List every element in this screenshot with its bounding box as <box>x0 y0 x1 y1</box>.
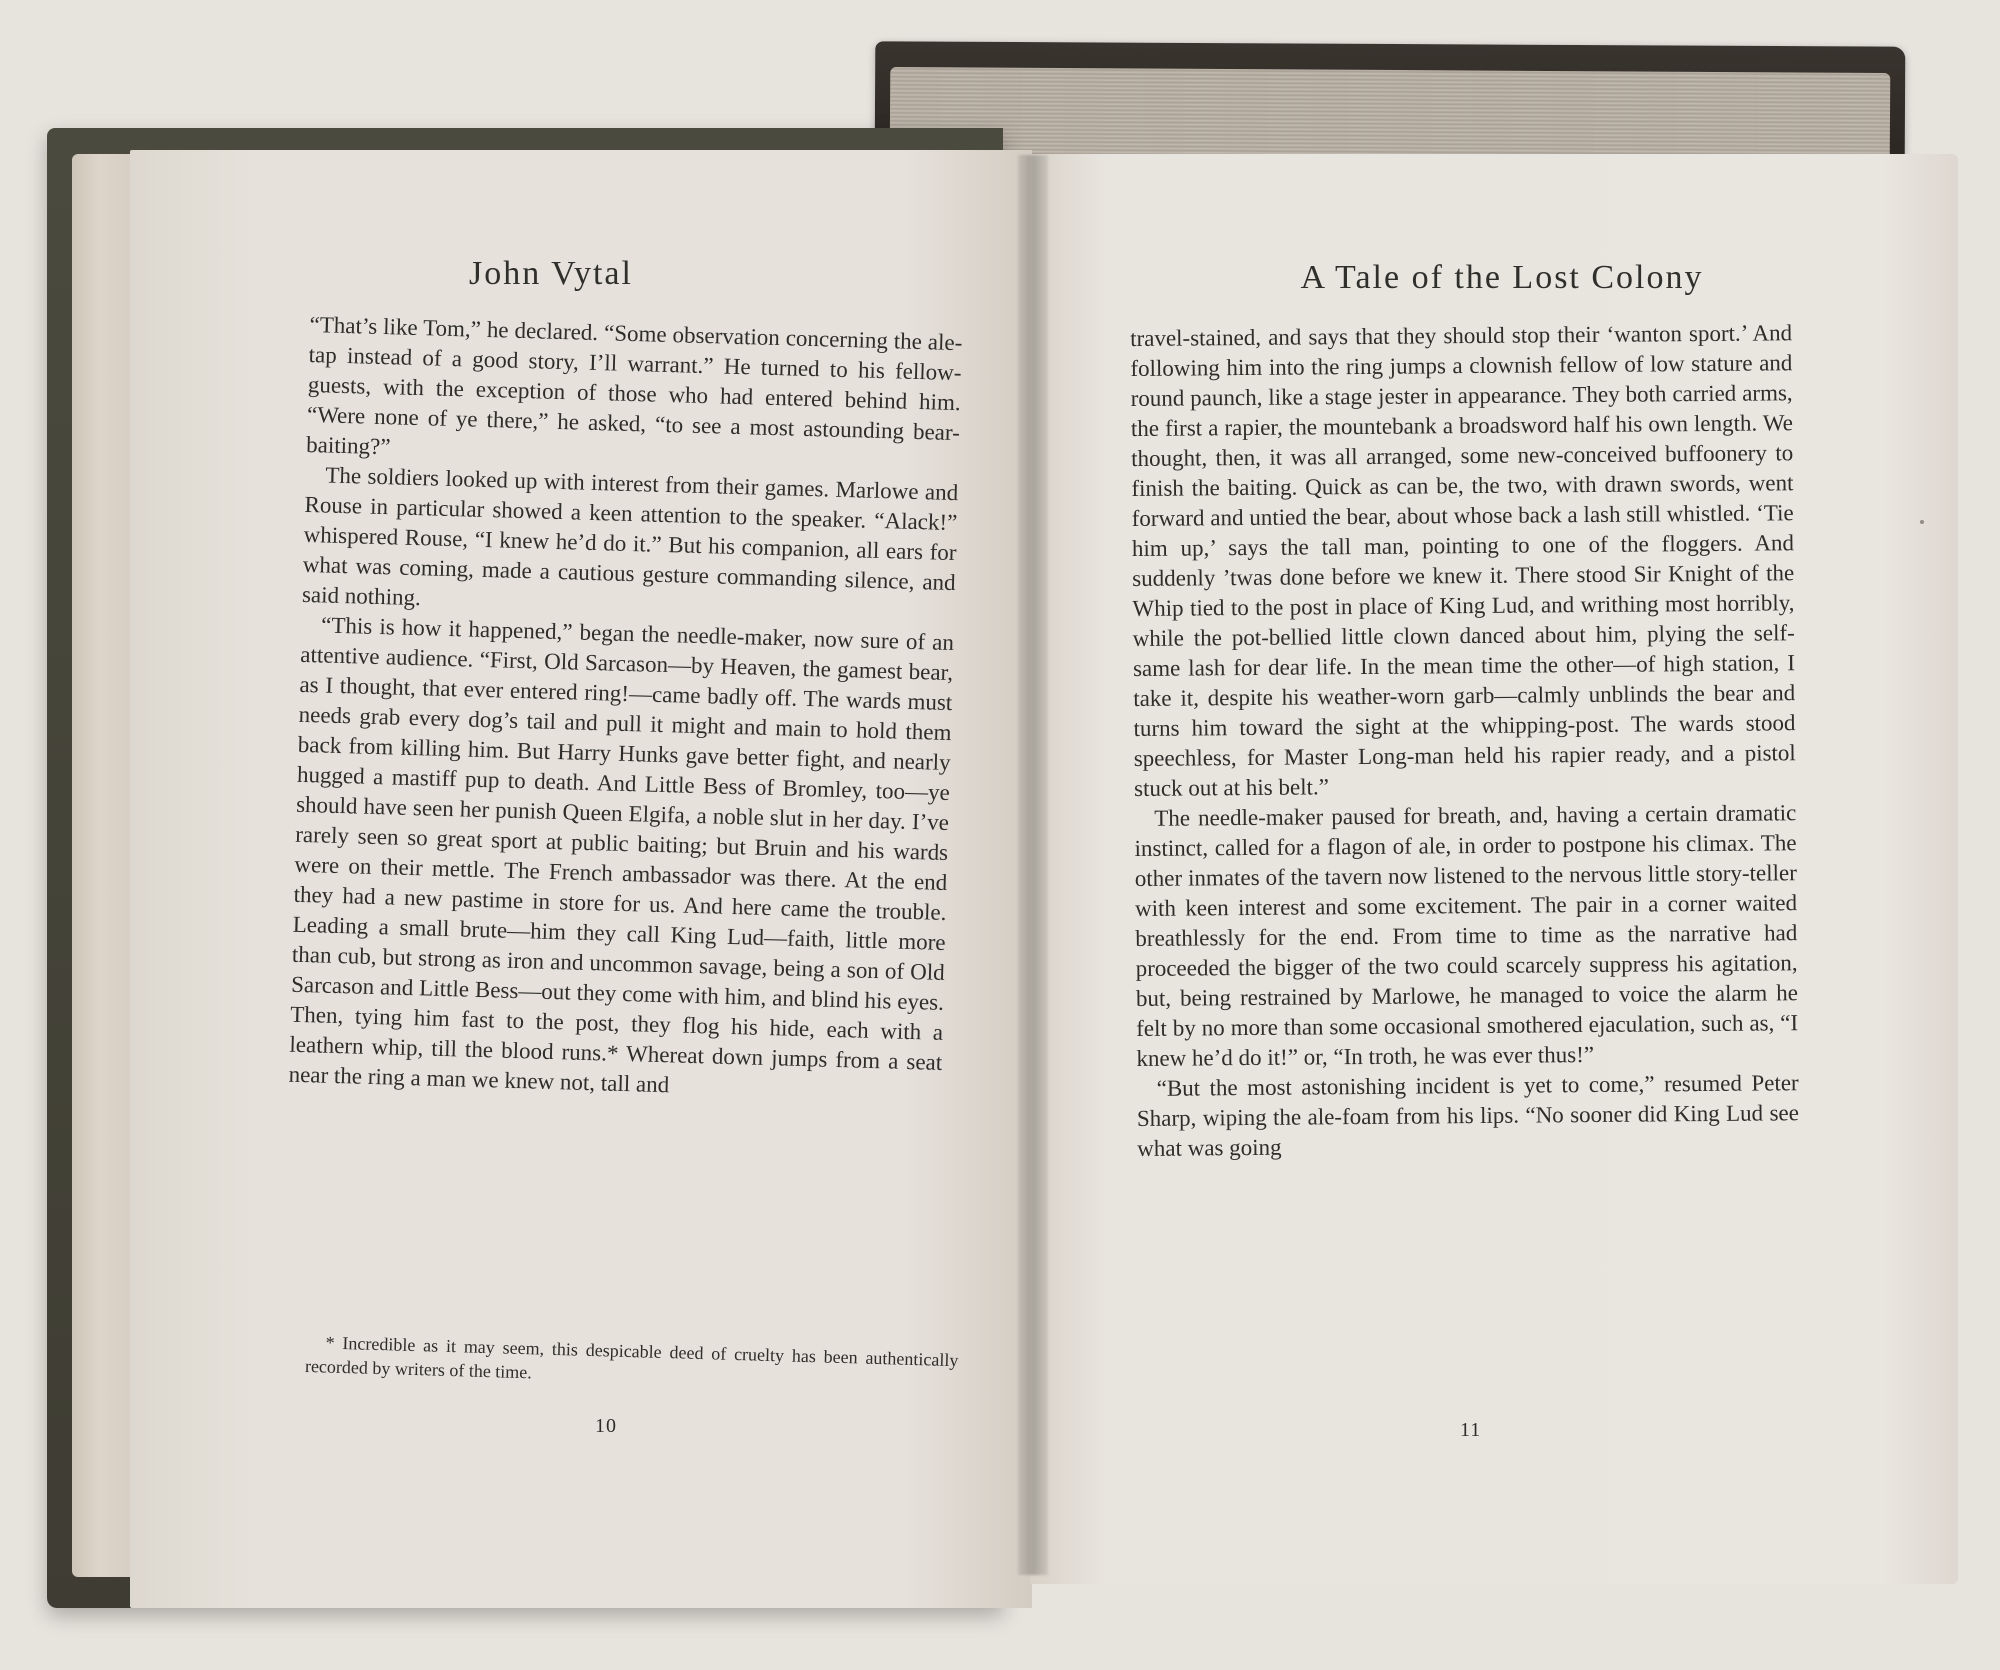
right-page <box>1030 154 1958 1584</box>
left-footnote: * Incredible as it may seem, this despicable deed of cruelty has been authentically recorded by writers of the time. <box>304 1332 959 1383</box>
left-paragraph-1: “That’s like Tom,” he declared. “Some observation concerning the ale-tap instead of a good story, I’ll warrant.” He turned to his fellow-guests, with the exception of those who had entered behind him. “Were none of ye there,” he asked, “to see a most astounding bear-baiting?” <box>305 311 963 460</box>
book-spine-shadow <box>1018 155 1048 1575</box>
left-running-head: John Vytal <box>469 255 633 292</box>
right-paragraph-1: travel-stained, and says that they should stop their ‘wanton sport.’ And following him into the ring jumps a clownish fellow of low stature and round paunch, like a stage jester in appearance. They both carried arms, the first a rapier, the mountebank a broadsword half his own length. We thought, then, it was all arranged, some new-conceived buffoonery to finish the baiting. Quick as can be, the two, with drawn swords, went forward and untied the bear, about whose back a lash still whistled. ‘Tie him up,’ says the tall man, pointing to one of the floggers. And suddenly ’twas done before we knew it. There stood Sir Knight of the Whip tied to the post in place of King Lud, and writhing most horribly, while the pot-bellied little clown danced about him, plying the self-same lash for dear life. In the mean time the other—of high station, I take it, despite his weather-worn garb—calmly unblinds the bear and turns him toward the sight at the whipping-post. The wards stood speechless, for Master Long-man held his rapier ready, and a pistol stuck out at his belt.” <box>1130 320 1796 801</box>
left-paragraph-3: “This is how it happened,” began the needle-maker, now sure of an attentive audience. “First, Old Sarcason—by Heaven, the gamest bear, as I thought, that ever entered ring!—came badly off. The wards must needs grab every dog’s tail and pull it might and main to hold them back from killing him. But Harry Hunks gave better fight, and nearly hugged a mastiff pup to death. And Little Bess of Bromley, too—ye should have seen her punish Queen Elgifa, a noble slut in her day. I’ve rarely seen so great sport at public baiting; but Bruin and his wards were on their mettle. The French ambassador was there. At the end they had a new pastime in store for us. And here came the trouble. Leading a small brute—him they call King Lud—faith, little more than cub, but strong as iron and uncommon savage, being a son of Old Sarcason and Little Bess—out they come with him, and blind his eyes. Then, tying him fast to the post, they flog his hide, each with a leathern whip, till the blood runs.* Whereat down jumps from a seat near the ring a man we knew not, tall and <box>288 612 955 1098</box>
right-running-head: A Tale of the Lost Colony <box>1300 259 1704 296</box>
left-page <box>130 150 1032 1608</box>
right-page-stack <box>890 67 1891 165</box>
left-page-text <box>288 310 963 1108</box>
right-page-number: 11 <box>1460 1419 1482 1441</box>
right-paragraph-2: The needle-maker paused for breath, and, having a certain dramatic instinct, called for a flagon of ale, in order to postpone his climax. The other inmates of the tavern now listened to the nervous little story-teller with keen interest and some excitement. The pair in a corner waited breathlessly for the end. From time to time as the narrative had proceeded the bigger of the two could scarcely suppress his agitation, but, being restrained by Marlowe, he managed to voice the alarm he felt by no more than some occasional smothered ejaculation, such as, “I knew he’d do it!” or, “In troth, he was ever thus!” <box>1134 800 1799 1071</box>
left-paragraph-2: The soldiers looked up with interest from their games. Marlowe and Rouse in particular showed a keen attention to the speaker. “Alack!” whispered Rouse, “I knew he’d do it.” But his companion, all ears for what was coming, made a cautious gesture commanding silence, and said nothing. <box>301 462 959 611</box>
right-page-text <box>1130 318 1799 1164</box>
left-page-number: 10 <box>595 1415 617 1437</box>
right-paragraph-3: “But the most astonishing incident is yet to come,” resumed Peter Sharp, wiping the ale-foam from his lips. “No sooner did King Lud see what was going <box>1136 1070 1800 1161</box>
right-page-speck <box>1920 520 1924 524</box>
